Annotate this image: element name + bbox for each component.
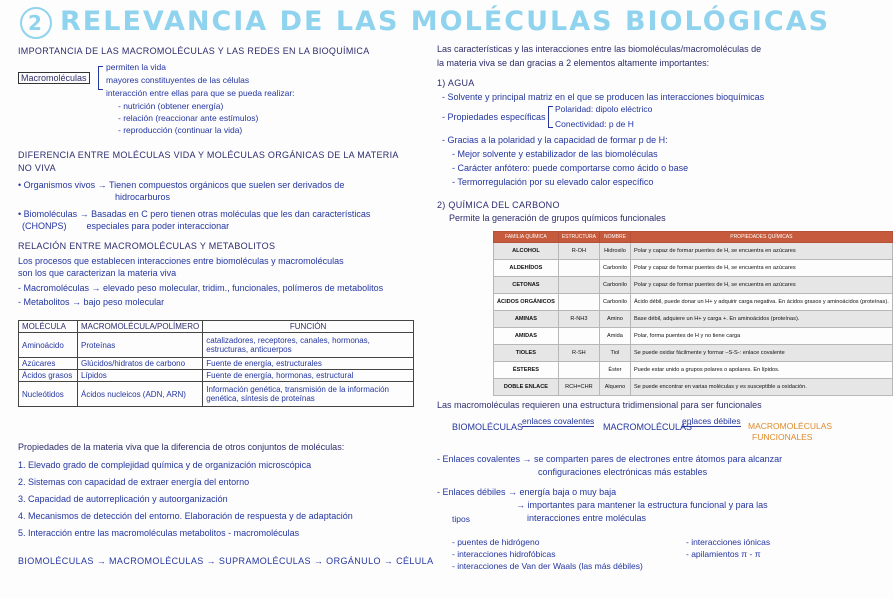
macromolecule-table bbox=[18, 320, 414, 407]
tipos-label: tipos bbox=[452, 514, 470, 524]
table-cell: catalizadores, receptores, canales, hormonas, estructuras, anticuerpos bbox=[203, 333, 414, 358]
relacion-p3: - Macromoléculas → elevado peso molecular, tridim., funcionales, polímeros de metabolitos bbox=[18, 283, 384, 293]
table-cell: Fuente de energía, estructurales bbox=[203, 358, 414, 370]
table-header: FAMILIA QUÍMICA bbox=[494, 232, 559, 243]
table-cell bbox=[558, 294, 599, 311]
bracket bbox=[548, 106, 553, 128]
table-row bbox=[19, 358, 414, 370]
agua-item: - Gracias a la polaridad y la capacidad de formar p de H: bbox=[442, 135, 668, 145]
table-cell: R-NH3 bbox=[558, 311, 599, 328]
table-header-row bbox=[19, 321, 414, 333]
relacion-p4: - Metabolitos → bajo peso molecular bbox=[18, 297, 165, 307]
table-cell: Se puede oxidar fácilmente y formar –S-S-: enlace covalente bbox=[630, 345, 892, 362]
table-cell: Ácido débil, puede donar un H+ y adquirir carga negativa. En ácidos grasos y aminoácidos (proteínas). bbox=[630, 294, 892, 311]
organismos-vivos-bullet: • Organismos vivos → Tienen compuestos orgánicos que suelen ser derivados de bbox=[18, 180, 345, 190]
biomoleculas-bullet-2: (CHONPS) especiales para poder interaccionar bbox=[22, 221, 230, 231]
organismos-vivos-bullet-2: hidrocarburos bbox=[115, 192, 171, 202]
table-cell: Aminoácido bbox=[19, 333, 78, 358]
tipo-item: - apilamientos π - π bbox=[686, 549, 761, 559]
enlaces-covalentes-label: enlaces covalentes bbox=[522, 416, 595, 426]
table-cell: Lípidos bbox=[78, 370, 203, 382]
table-cell: ÉSTERES bbox=[494, 362, 559, 379]
right-intro-p2: la materia viva se dan gracias a 2 elementos altamente importantes: bbox=[437, 58, 710, 68]
table-cell: Polar y capaz de formar puentes de H, se encuentra en azúcares bbox=[630, 243, 892, 260]
table-header-row bbox=[494, 232, 893, 243]
table-cell: Tiol bbox=[599, 345, 630, 362]
page-title bbox=[20, 6, 830, 39]
enlaces-debiles-1: - Enlaces débiles → energía baja o muy baja bbox=[437, 487, 617, 497]
table-cell: TIOLES bbox=[494, 345, 559, 362]
organization-chain: BIOMOLÉCULAS → MACROMOLÉCULAS → SUPRAMOLÉCULAS → ORGÁNULO → CÉLULA bbox=[18, 556, 434, 566]
table-row bbox=[494, 260, 893, 277]
table-row bbox=[19, 333, 414, 358]
table-cell: Polar y capaz de formar puentes de H, se encuentra en azúcares bbox=[630, 277, 892, 294]
table-cell: RCH=CHR bbox=[558, 379, 599, 396]
macromoleculas-funcionales-1: MACROMOLÉCULAS bbox=[748, 421, 833, 431]
agua-heading: 1) AGUA bbox=[437, 78, 475, 88]
table-row bbox=[494, 311, 893, 328]
table-row bbox=[494, 277, 893, 294]
table-cell: Ácidos nucleicos (ADN, ARN) bbox=[78, 382, 203, 407]
section-diferencia-heading: DIFERENCIA ENTRE MOLÉCULAS VIDA Y MOLÉCULAS ORGÁNICAS DE LA MATERIA bbox=[18, 150, 399, 160]
agua-item: - Termorregulación por su elevado calor específico bbox=[452, 177, 654, 187]
table-cell: R-SH bbox=[558, 345, 599, 362]
s1-item-3: interacción entre ellas para que se pueda realizar: bbox=[106, 88, 295, 98]
table-header: MACROMOLÉCULA/POLÍMERO bbox=[78, 321, 203, 333]
table-cell: Carbonilo bbox=[599, 277, 630, 294]
carbono-heading: 2) QUÍMICA DEL CARBONO bbox=[437, 200, 560, 210]
enlaces-debiles-label: enlaces débiles bbox=[682, 416, 741, 426]
table-cell: Polar y capaz de formar puentes de H, se encuentra en azúcares bbox=[630, 260, 892, 277]
table-cell: R-OH bbox=[558, 243, 599, 260]
table-cell: Amino bbox=[599, 311, 630, 328]
propiedad-item: 3. Capacidad de autorreplicación y autoorganización bbox=[18, 494, 228, 504]
section-relacion-heading: RELACIÓN ENTRE MACROMOLÉCULAS Y METABOLITOS bbox=[18, 241, 276, 251]
macromoleculas-funcionales-2: FUNCIONALES bbox=[752, 432, 813, 442]
table-cell: Azúcares bbox=[19, 358, 78, 370]
chain-macromoleculas: MACROMOLÉCULAS bbox=[603, 422, 693, 432]
enlaces-covalentes-2: configuraciones electrónicas más estables bbox=[538, 467, 708, 477]
propiedad-item: 1. Elevado grado de complejidad química y de organización microscópica bbox=[18, 460, 312, 470]
table-row bbox=[494, 243, 893, 260]
title-number: 2 bbox=[20, 7, 52, 39]
s1-subitem-2: - relación (reaccionar ante estímulos) bbox=[118, 113, 259, 123]
right-intro-p1: Las características y las interacciones entre las biomoléculas/macromoléculas de bbox=[437, 44, 762, 54]
s1-subitem-1: - nutrición (obtener energía) bbox=[118, 101, 224, 111]
table-cell: AMINAS bbox=[494, 311, 559, 328]
table-header: ESTRUCTURA bbox=[558, 232, 599, 243]
table-cell: ALDEHÍDOS bbox=[494, 260, 559, 277]
table-cell: Se puede encontrar en varias moléculas y es susceptible a oxidación. bbox=[630, 379, 892, 396]
agua-item: - Mejor solvente y estabilizador de las biomoléculas bbox=[452, 149, 658, 159]
table-cell: Éster bbox=[599, 362, 630, 379]
propiedad-item: 5. Interacción entre las macromoléculas metabolitos - macromoléculas bbox=[18, 528, 300, 538]
table-cell bbox=[558, 260, 599, 277]
enlaces-debiles-2: → importantes para mantener la estructura funcional y para las bbox=[516, 500, 768, 510]
table-cell: Información genética, transmisión de la información genética, síntesis de proteínas bbox=[203, 382, 414, 407]
table-cell: Amida bbox=[599, 328, 630, 345]
macromoleculas-3d-text: Las macromoléculas requieren una estructura tridimensional para ser funcionales bbox=[437, 400, 762, 410]
propiedad-item: 2. Sistemas con capacidad de extraer energía del entorno bbox=[18, 477, 250, 487]
s1-subitem-3: - reproducción (continuar la vida) bbox=[118, 125, 243, 135]
table-cell bbox=[558, 277, 599, 294]
table-row bbox=[494, 379, 893, 396]
table-cell: Puede estar unido a grupos polares o apolares. En lípidos. bbox=[630, 362, 892, 379]
table-cell: Carbonilo bbox=[599, 260, 630, 277]
table-cell bbox=[558, 328, 599, 345]
table-cell: Hidroxilo bbox=[599, 243, 630, 260]
table-header: MOLÉCULA bbox=[19, 321, 78, 333]
table-cell: Ácidos grasos bbox=[19, 370, 78, 382]
table-cell bbox=[558, 362, 599, 379]
table-cell: Carbonilo bbox=[599, 294, 630, 311]
agua-subitem: Conectividad: p de H bbox=[555, 119, 634, 129]
table-cell: ÁCIDOS ORGÁNICOS bbox=[494, 294, 559, 311]
table-cell: Alqueno bbox=[599, 379, 630, 396]
table-header: PROPIEDADES QUÍMICAS bbox=[630, 232, 892, 243]
bracket bbox=[98, 66, 103, 90]
table-cell: DOBLE ENLACE bbox=[494, 379, 559, 396]
table-row bbox=[19, 382, 414, 407]
table-cell: Proteínas bbox=[78, 333, 203, 358]
title-text: RELEVANCIA DE LAS MOLÉCULAS BIOLÓGICAS bbox=[60, 6, 831, 37]
agua-item: - Carácter anfótero: puede comportarse como ácido o base bbox=[452, 163, 689, 173]
table-cell: Nucleótidos bbox=[19, 382, 78, 407]
table-row bbox=[494, 328, 893, 345]
agua-item: - Solvente y principal matriz en el que se producen las interacciones bioquímicas bbox=[442, 92, 765, 102]
table-cell: Base débil, adquiere un H+ y carga +. En aminoácidos (proteínas). bbox=[630, 311, 892, 328]
table-header: FUNCIÓN bbox=[203, 321, 414, 333]
carbono-subheading: Permite la generación de grupos químicos funcionales bbox=[449, 213, 666, 223]
table-cell: ALCOHOL bbox=[494, 243, 559, 260]
chain-biomoleculas: BIOMOLÉCULAS bbox=[452, 422, 524, 432]
s1-item-1: permiten la vida bbox=[106, 62, 167, 72]
tipo-item: - interacciones iónicas bbox=[686, 537, 771, 547]
table-header: NOMBRE bbox=[599, 232, 630, 243]
enlaces-debiles-3: interacciones entre moléculas bbox=[527, 513, 647, 523]
table-row bbox=[494, 362, 893, 379]
agua-item: - Propiedades específicas bbox=[442, 112, 546, 122]
table-row bbox=[494, 294, 893, 311]
table-cell: Polar, forma puentes de H y no tiene carga bbox=[630, 328, 892, 345]
macromoleculas-box: Macromoléculas bbox=[18, 72, 90, 84]
tipo-item: - puentes de hidrógeno bbox=[452, 537, 540, 547]
relacion-p2: son los que caracterizan la materia viva bbox=[18, 268, 177, 278]
biomoleculas-bullet: • Biomoléculas → Basadas en C pero tienen otras moléculas que les dan características bbox=[18, 209, 371, 219]
functional-groups-table bbox=[493, 231, 893, 396]
tipo-item: - interacciones hidrofóbicas bbox=[452, 549, 556, 559]
table-cell: Glúcidos/hidratos de carbono bbox=[78, 358, 203, 370]
propiedades-heading: Propiedades de la materia viva que la diferencia de otros conjuntos de moléculas: bbox=[18, 442, 345, 452]
relacion-p1: Los procesos que establecen interacciones entre biomoléculas y macromoléculas bbox=[18, 256, 344, 266]
propiedad-item: 4. Mecanismos de detección del entorno. Elaboración de respuesta y de adaptación bbox=[18, 511, 353, 521]
table-cell: Fuente de energía, hormonas, estructural bbox=[203, 370, 414, 382]
tipo-item: - interacciones de Van der Waals (las más débiles) bbox=[452, 561, 643, 571]
section-importancia-heading: IMPORTANCIA DE LAS MACROMOLÉCULAS Y LAS REDES EN LA BIOQUÍMICA bbox=[18, 46, 370, 56]
enlaces-covalentes-1: - Enlaces covalentes → se comparten pares de electrones entre átomos para alcanzar bbox=[437, 454, 783, 464]
section-diferencia-heading-2: NO VIVA bbox=[18, 163, 56, 173]
table-cell: AMIDAS bbox=[494, 328, 559, 345]
table-row bbox=[19, 370, 414, 382]
table-cell: CETONAS bbox=[494, 277, 559, 294]
table-row bbox=[494, 345, 893, 362]
s1-item-2: mayores constituyentes de las células bbox=[106, 75, 250, 85]
agua-subitem: Polaridad: dipolo eléctrico bbox=[555, 104, 653, 114]
